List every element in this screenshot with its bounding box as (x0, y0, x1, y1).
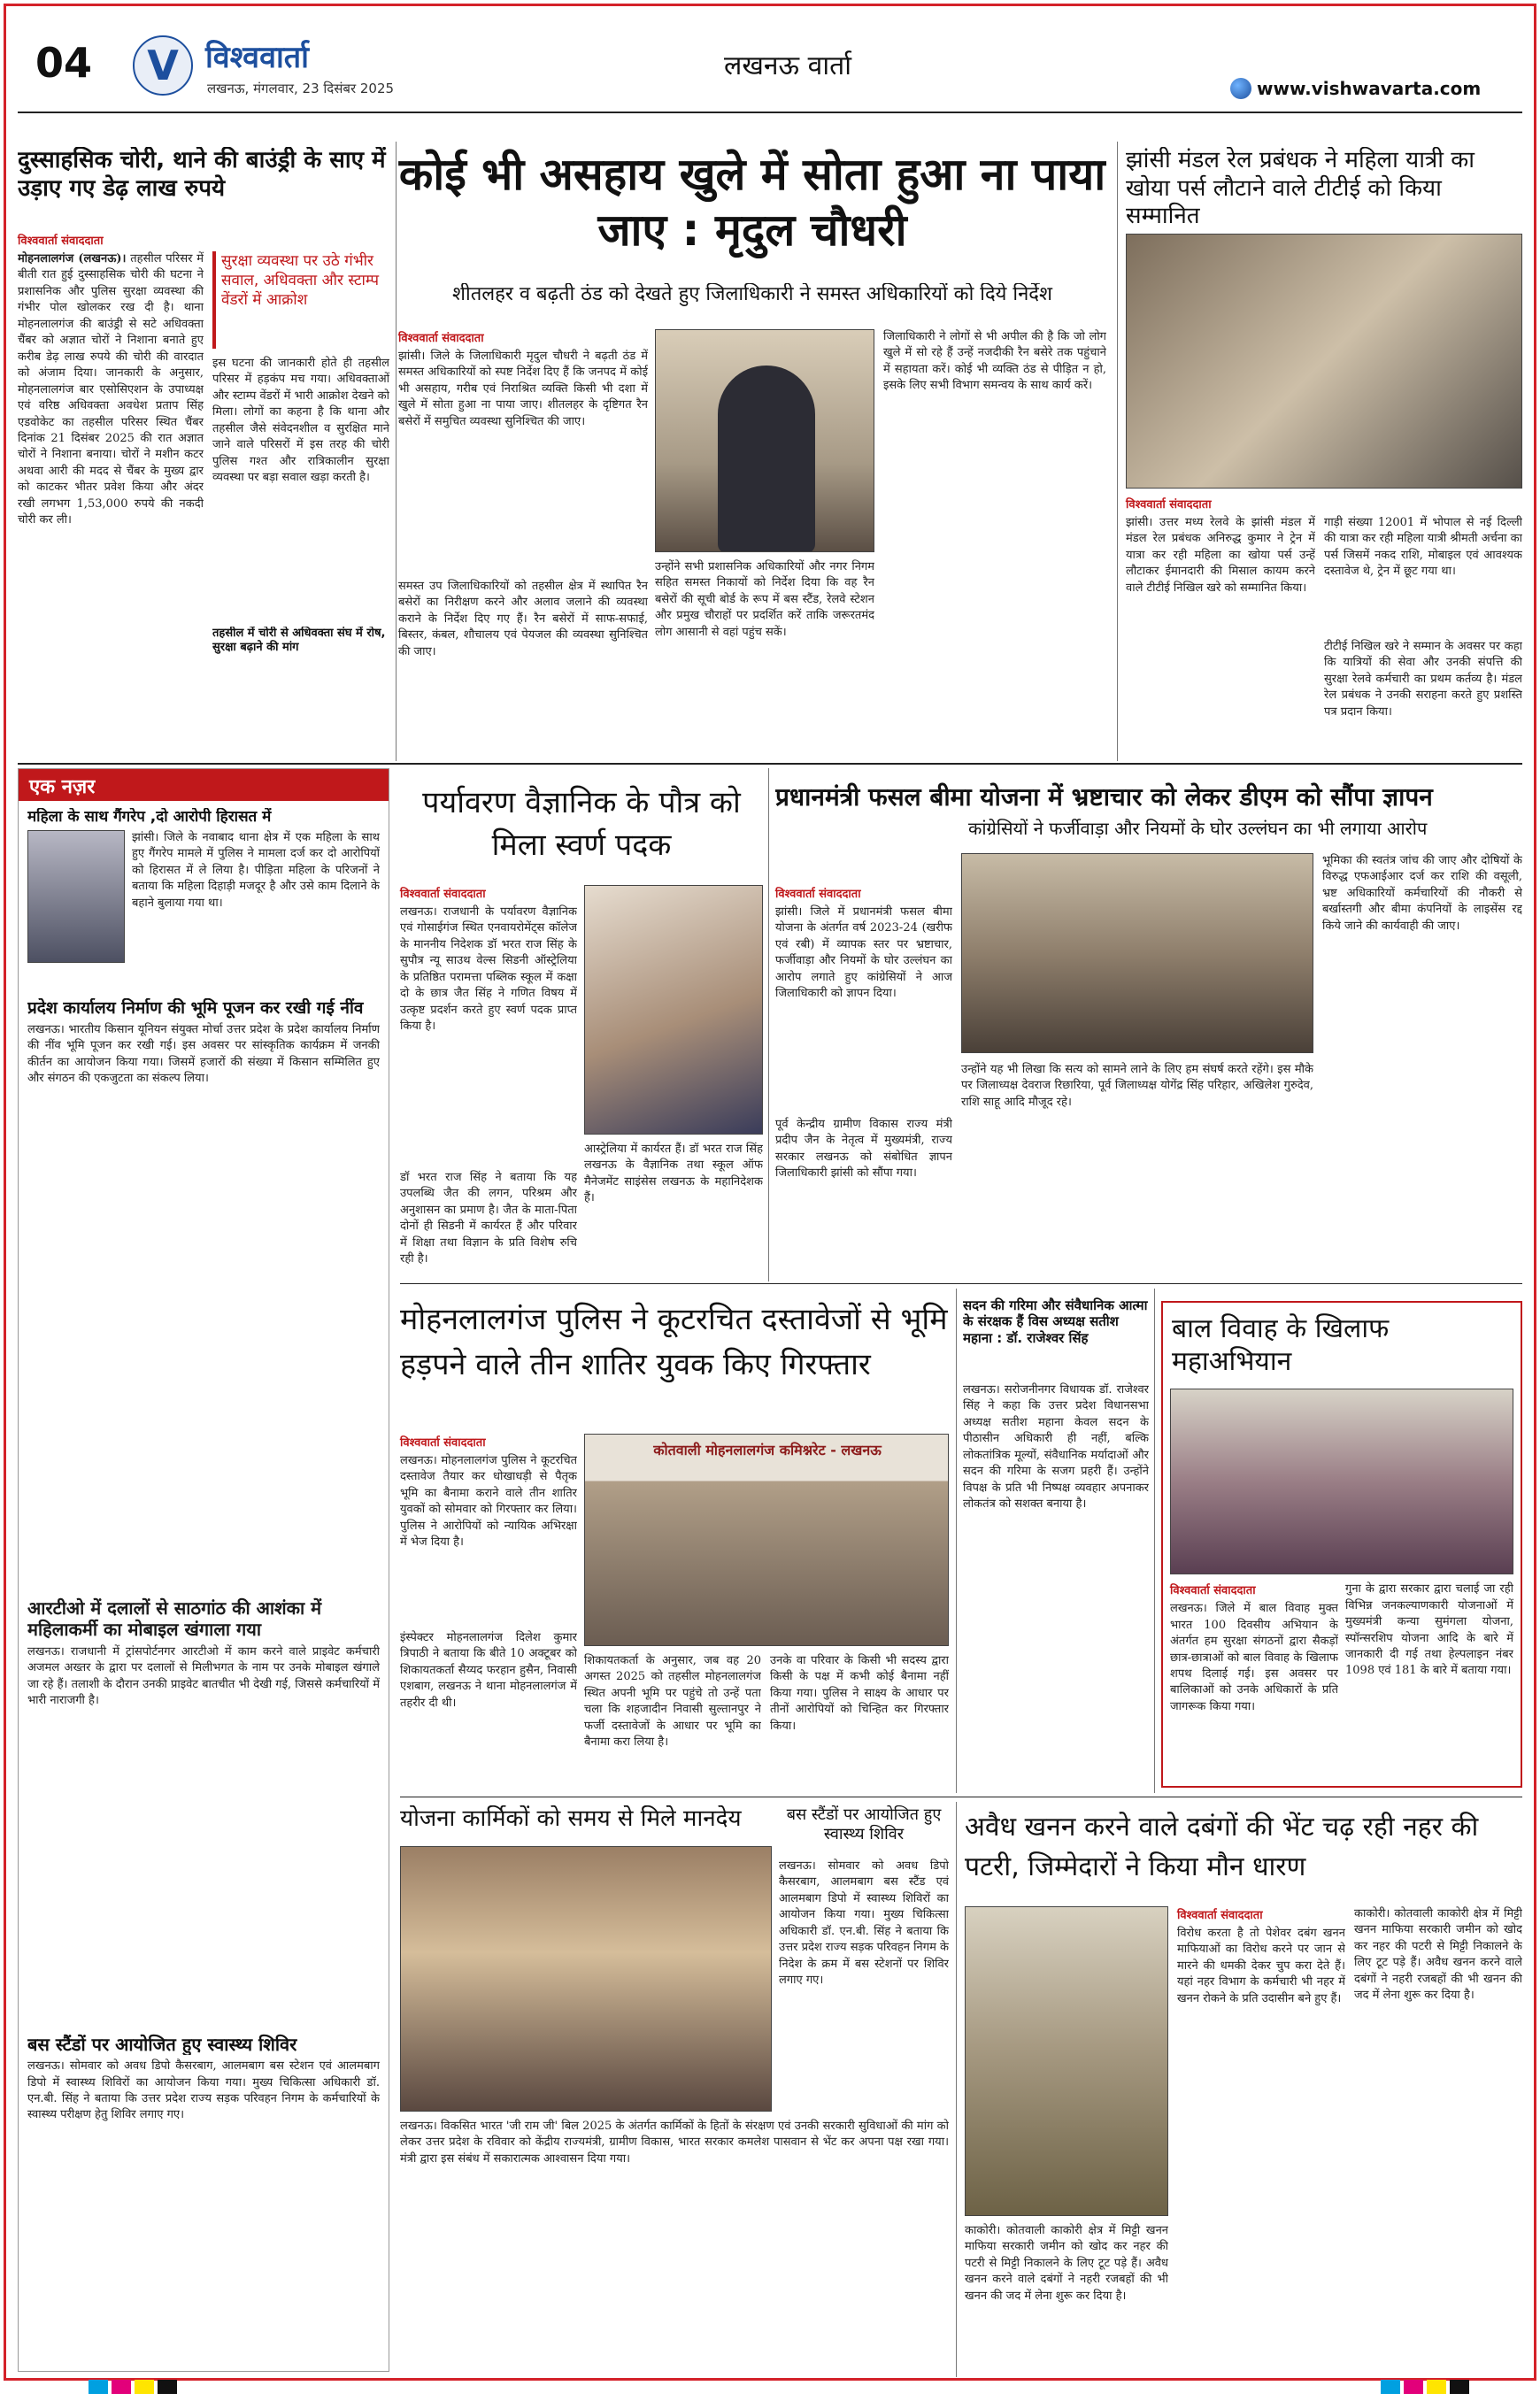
nazar-h4: बस स्टैंडों पर आयोजित हुए स्वास्थ्य शिविर (27, 2033, 297, 2055)
bus-headline: बस स्टैंडों पर आयोजित हुए स्वास्थ्य शिविर (786, 1805, 942, 1843)
section-title: लखनऊ वार्ता (724, 50, 851, 81)
row-rule-2 (400, 1283, 1522, 1284)
bal-vivah-box (1161, 1301, 1522, 1788)
khanan-body2: विरोध करता है तो पेशेवर दबंग खनन माफियाओं का विरोध करने पर जान से मारने की धमकी देकर चुप करा देते हैं। यहां नहर विभाग के कर्मचारी भी नहर में खनन रोकने के प्रति उदासीन बने हुए हैं। (1177, 1927, 1345, 2005)
nazar-h2: प्रदेश कार्यालय निर्माण की भूमि पूजन कर रखी गई नींव (27, 997, 364, 1018)
place-date: लखनऊ, मंगलवार, 23 दिसंबर 2025 (207, 81, 395, 96)
sadan-body: लखनऊ। सरोजनीनगर विधायक डॉ. राजेश्वर सिंह ने कहा कि उत्तर प्रदेश विधानसभा अध्यक्ष सतीश महाना केवल सदन के पीठासीन अधिकारी ही नहीं, बल्कि लोकतांत्रिक मूल्यों, संवैधानिक मर्यादाओं और सदन की गरिमा के सजग प्रहरी हैं। उन्होंने विपक्ष के प्रति भी निष्पक्ष व्यवहार अपनाकर लोकतंत्र को सशक्त बनाया है। (963, 1383, 1149, 1512)
fasal-photo (961, 853, 1313, 1053)
registration-black-2 (1450, 2380, 1469, 2394)
lead-headline: कोई भी असहाय खुले में सोता हुआ ना पाया जाए : मृदुल चौधरी (398, 149, 1106, 256)
col-rule-6 (956, 1802, 957, 2377)
bal-body1: लखनऊ। जिले में बाल विवाह मुक्त भारत 100 दिवसीय अभियान के अंतर्गत हम सुरक्षा संगठनों द्वारा सैकड़ों छात्र-छात्राओं को बाल विवाह के खिलाफ शपथ दिलाई गई। इस अवसर पर बालिकाओं को उनके अधिकारों के प्रति जागरूक किया गया। (1170, 1602, 1338, 1713)
env-story (400, 885, 577, 1274)
story-chori-body3: इस घटना की जानकारी होते ही तहसील परिसर में हड़कंप मच गया। अधिवक्ताओं और स्टाम्प वेंडरों में भारी आक्रोश देखने को मिला। लोगों का कहना है कि थाना और तहसील जैसे संवेदनशील व सुरक्षित माने जाने वाले परिसरों में इस तरह की चोरी पुलिस गश्त और रात्रिकालीन सुरक्षा व्यवस्था पर बड़ा सवाल खड़ा करती है। (212, 357, 389, 485)
fasal-subhead: कांग्रेसियों ने फर्जीवाड़ा और नियमों के घोर उल्लंघन का भी लगाया आरोप (968, 818, 1428, 839)
mohan-body4: उनके वा परिवार के किसी भी सदस्य द्वारा किसी के पक्ष में कभी कोई बैनामा नहीं किया गया। पुलिस ने साक्ष्य के आधार पर तीनों आरोपियों को चिन्हित कर गिरफ्तार किया। (770, 1654, 949, 1733)
mohan-bureau: विश्ववार्ता संवाददाता (400, 1436, 486, 1450)
dr-body2: गाड़ी संख्या 12001 में भोपाल से नई दिल्ली की यात्रा कर रही महिला यात्री श्रीमती अर्चना का पर्स जिसमें नकद राशि, मोबाइल एवं आवश्यक दस्तावेज थे, ट्रेन में छूट गया था। (1324, 516, 1522, 579)
mohan-col1 (400, 1434, 577, 1788)
lead-body1: झांसी। जिले के जिलाधिकारी मृदुल चौधरी ने बढ़ती ठंड में समस्त अधिकारियों को स्पष्ट निर्देश दिए हैं कि जनपद में कोई भी असहाय, गरीब एवं निराश्रित व्यक्ति किसी भी दशा में खुले में सोता हुआ ना पाया जाए। शीतलहर के दृष्टिगत रैन बसेरों में समुचित व्यवस्था सुनिश्चित की जाए। (398, 350, 648, 428)
page-number: 04 (35, 39, 93, 87)
ek-nazar-box (18, 768, 389, 2372)
website-url[interactable]: www.vishwavarta.com (1257, 78, 1482, 99)
registration-magenta-2 (1404, 2380, 1423, 2394)
khanan-bureau: विश्ववार्ता संवाददाता (1177, 1909, 1263, 1922)
bal-vivah-photo (1170, 1389, 1513, 1574)
story-chori-body1: तहसील परिसर में बीती रात हुई दुस्साहसिक चोरी की घटना ने प्रशासनिक और पुलिस सुरक्षा व्यवस्था की गंभीर पोल खोलकर रख दी है। थाना मोहनलालगंज की बाउंड्री से सटे अधिवक्ता चैंबर को अज्ञात चोरों ने निशाना बनाते हुए करीब डेढ़ लाख रुपये की चोरी की वारदात को अंजाम दिया। (18, 252, 204, 381)
nazar-b4: लखनऊ। सोमवार को अवध डिपो कैसरबाग, आलमबाग बस स्टेशन एवं आलमबाग डिपो में स्वास्थ्य शिविरों का आयोजन किया गया। मुख्य चिकित्सा अधिकारी डॉ. एन.बी. सिंह ने बताया कि उत्तर प्रदेश राज्य सड़क परिवहन निगम के कर्मचारियों के स्वास्थ्य परीक्षण हेतु शिविर लगाए गए। (27, 2059, 380, 2122)
bal-body2: गुना के द्वारा सरकार द्वारा चलाई जा रही विभिन्न जनकल्याणकारी योजनाओं में मुख्यमंत्री कन्या सुमंगला योजना, स्पॉन्सरशिप योजना आदि के बारे में जानकारी दी गई तथा हेल्पलाइन नंबर 1098 एवं 181 के बारे में बताया गया। (1345, 1582, 1513, 1678)
khanan-col2 (1177, 1906, 1345, 2372)
story-chori (18, 232, 389, 763)
person-figure (718, 366, 815, 552)
mohan-body2: इंस्पेक्टर मोहनलालगंज दिलेश कुमार त्रिपाठी ने बताया कि बीते 10 अक्टूबर को शिकायतकर्ता सैय्यद फरहान हुसैन, निवासी एशबाग, लखनऊ ने थाना मोहनलालगंज में तहरीर दी थी। (400, 1631, 577, 1710)
registration-black (158, 2380, 177, 2394)
khanan-headline: अवैध खनन करने वाले दबंगों की भेंट चढ़ रही नहर की पटरी, जिम्मेदारों ने किया मौन धारण (965, 1812, 1479, 1882)
lead-bureau: विश्ववार्ता संवाददाता (398, 332, 484, 345)
bal-vivah-headline: बाल विवाह के खिलाफ महाअभियान (1172, 1313, 1390, 1377)
env-bureau: विश्ववार्ता संवाददाता (400, 888, 486, 901)
registration-cyan-2 (1381, 2380, 1400, 2394)
lead-body2: समस्त उप जिलाधिकारियों को तहसील क्षेत्र में स्थापित रैन बसेरों का निरीक्षण करने और अलाव जलाने की व्यवस्था कराने के निर्देश दिए गए हैं। रैन बसेरों में साफ-सफाई, बिस्तर, कंबल, शौचालय एवं पेयजल की व्यवस्था सुनिश्चित की जाए। (398, 580, 648, 658)
yojana-photo (400, 1846, 772, 2112)
lead-body3: उन्होंने सभी प्रशासनिक अधिकारियों और नगर निगम सहित समस्त निकायों को निर्देश दिया कि वह रैन बसेरों की सूची बोर्ड के रूप में बस स्टैंड, रेलवे स्टेशन और प्रमुख चौराहों पर प्रदर्शित करें ताकि जरूरतमंद लोग आसानी से वहां पहुंच सकें। (655, 560, 874, 639)
env-headline: पर्यावरण वैज्ञानिक के पौत्र को मिला स्वर्ण पदक (422, 785, 741, 863)
fasal-body4: उन्होंने यह भी लिखा कि सत्य को सामने लाने के लिए हम संघर्ष करते रहेंगे। इस मौके पर जिलाध्यक्ष देवराज रिछारिया, पूर्व जिलाध्यक्ष योगेंद्र सिंह परिहार, अखिलेश गुरुदेव, राशि साहू आदि मौजूद रहे। (961, 1063, 1313, 1109)
fasal-bureau: विश्ववार्ता संवाददाता (775, 888, 861, 901)
sadan-headline: सदन की गरिमा और संवैधानिक आत्मा के संरक्षक हैं विस अध्यक्ष सतीश महाना : डॉ. राजेश्वर सिंह (963, 1297, 1148, 1346)
bus-body: लखनऊ। सोमवार को अवध डिपो कैसरबाग, आलमबाग बस स्टैंड एवं आलमबाग डिपो में स्वास्थ्य शिविरों का आयोजन किया गया। मुख्य चिकित्सा अधिकारी डॉ. एन.बी. सिंह ने बताया कि उत्तर प्रदेश राज्य सड़क परिवहन निगम के निदेश के क्रम में बस स्टेशनों पर शिविर लगाए गए। (779, 1859, 949, 1988)
lead-subhead: शीतलहर व बढ़ती ठंड को देखते हुए जिलाधिकारी ने समस्त अधिकारियों को दिये निर्देश (452, 283, 1052, 305)
fasal-body1: झांसी। जिले में प्रधानमंत्री फसल बीमा योजना के अंतर्गत वर्ष 2023-24 (खरीफ एवं रबी) में व्यापक स्तर पर भ्रष्टाचार, फर्जीवाड़ा और नियमों के घोर उल्लंघन का आरोप लगाते हुए कांग्रेसियों ने आज जिलाधिकारी को ज्ञापन दिया। (775, 905, 952, 1001)
globe-icon (1230, 78, 1251, 99)
dm-photo (655, 329, 874, 552)
lead-col1 (398, 329, 648, 763)
fasal-body3: भूमिका की स्वतंत्र जांच की जाए और दोषियों के विरुद्ध एफआईआर दर्ज कर राशि की वसूली, भ्रष्ट अधिकारियों कर्मचारियों की नौकरी से बर्खास्तगी और बीमा कंपनियों के लाइसेंस रद्द किये जाने की कार्यवाही की जाए। (1322, 854, 1522, 933)
col-rule-1 (396, 142, 397, 761)
mohan-body1: लखनऊ। मोहनलालगंज पुलिस ने कूटरचित दस्तावेज तैयार कर धोखाधड़ी से पैतृक भूमि का बैनामा कराने वाले तीन शातिर युवकों को सोमवार को गिरफ्तार कर लिया। पुलिस ने आरोपियों को न्यायिक अभिरक्षा में भेज दिया है। (400, 1454, 577, 1550)
khanan-body3: काकोरी। कोतवाली काकोरी क्षेत्र में मिट्टी खनन माफिया सरकारी जमीन को खोद कर नहर की पटरी से मिट्टी निकालने के लिए टूट पड़े हैं। अवैध खनन करने वाले दबंगों ने नहरी रजबहों की भी खनन की जद में लेना शुरू कर दिया है। (1354, 1907, 1522, 2003)
dr-photo (1126, 234, 1522, 489)
fasal-col1 (775, 885, 952, 1274)
story-chori-body2: जानकारी के अनुसार, मोहनलालगंज बार एसोसिएशन के उपाध्यक्ष एवं वरिष्ठ अधिवक्ता अवधेश प्रताप सिंह एडवोकेट का तहसील परिसर स्थित चैंबर दिनांक 21 दिसंबर 2025 की रात अज्ञात चोरों ने निशाना बनाया। चोरों ने मशीन कटर अथवा आरी की मदद से चैंबर के मुख्य द्वार को काटकर भीतर प्रवेश किया और अंदर रखी लगभग 1,53,000 रुपये की नकदी चोरी कर ली। (18, 366, 204, 527)
yojana-headline: योजना कार्मिकों को समय से मिले मानदेय (400, 1805, 742, 1832)
fasal-body2: पूर्व केन्द्रीय ग्रामीण विकास राज्य मंत्री प्रदीप जैन के नेतृत्व में मुख्यमंत्री, राज्य सरकार लखनऊ को संबोधित ज्ञापन जिलाधिकारी झांसी को सौंपा गया। (775, 1118, 952, 1181)
dr-body1: झांसी। उत्तर मध्य रेलवे के झांसी मंडल में मंडल रेल प्रबंधक अनिरुद्ध कुमार ने ट्रेन में यात्रा कर रही महिला का खोया पर्स उन्हें लौटाकर ईमानदारी की मिसाल कायम करने वाले टीटीई निखिल खरे को सम्मानित किया। (1126, 516, 1315, 595)
env-body3: आस्ट्रेलिया में कार्यरत हैं। डॉ भरत राज सिंह लखनऊ के वैज्ञानिक तथा स्कूल ऑफ मैनेजमेंट साइंसेस लखनऊ के महानिदेशक हैं। (584, 1143, 763, 1205)
lead-body4: जिलाधिकारी ने लोगों से भी अपील की है कि जो लोग खुले में सो रहे हैं उन्हें नजदीकी रैन बसेरे तक पहुंचाने में सहायता करें। कोई भी व्यक्ति ठंड से पीड़ित न हो, इसके लिए सभी विभाग समन्वय के साथ कार्य करें। (883, 330, 1106, 393)
dr-headline: झांसी मंडल रेल प्रबंधक ने महिला यात्री का खोया पर्स लौटाने वाले टीटीई को किया सम्मानित (1126, 147, 1475, 230)
row-rule-1 (18, 763, 1522, 765)
fasal-headline: प्रधानमंत्री फसल बीमा योजना में भ्रष्टाचार को लेकर डीएम को सौंपा ज्ञापन (775, 782, 1433, 812)
pullquote (212, 251, 389, 349)
story-chori-subhead: तहसील में चोरी से अधिवक्ता संघ में रोष, सुरक्षा बढ़ाने की मांग (212, 627, 386, 654)
nazar-b2: लखनऊ। भारतीय किसान यूनियन संयुक्त मोर्चा उत्तर प्रदेश के प्रदेश कार्यालय निर्माण की नींव भूमि पूजन कर रखी गई। इस अवसर पर सांस्कृतिक कार्यक्रम में जनकी कीर्तन का आयोजन किया गया। जिसमें हजारों की संख्या में किसान सम्मिलित हुए और संगठन की एकजुटता का संकल्प लिया। (27, 1022, 380, 1086)
col-rule-3 (768, 768, 769, 1281)
mohan-photo (584, 1434, 949, 1646)
ek-nazar-title-bar (19, 769, 389, 801)
env-body2: डॉ भरत राज सिंह ने बताया कि यह उपलब्धि जैत की लगन, परिश्रम और अनुशासन का प्रमाण है। जैत के माता-पिता दोनों ही सिडनी में कार्यरत हैं और परिवार में शिक्षा तथा विज्ञान के प्रति विशेष रुचि रही है। (400, 1171, 577, 1266)
bal-bureau: विश्ववार्ता संवाददाता (1170, 1584, 1256, 1598)
khanan-body1: काकोरी। कोतवाली काकोरी क्षेत्र में मिट्टी खनन माफिया सरकारी जमीन को खोद कर नहर की पटरी से मिट्टी निकालने के लिए टूट पड़े हैं। अवैध खनन करने वाले दबंगों ने नहरी रजबहों की भी खनन की जद में लेना शुरू कर दिया है। (965, 2224, 1168, 2303)
yojana-body: लखनऊ। विकसित भारत 'जी राम जी' बिल 2025 के अंतर्गत कार्मिकों के हितों के संरक्षण एवं उनकी सरकारी सुविधाओं की मांग को लेकर उत्तर प्रदेश के रविवार को केंद्रीय राज्यमंत्री, ग्रामीण विकास, भारत सरकार कमलेश पासवान से भेंट कर अपना पक्ष रखा गया। मंत्री द्वारा इस संबंध में सकारात्मक आश्वासन दिया गया। (400, 2120, 949, 2166)
mohan-headline: मोहनलालगंज पुलिस ने कूटरचित दस्तावेजों से भूमि हड़पने वाले तीन शातिर युवक किए गिरफ्तार (400, 1302, 948, 1382)
dateline: मोहनलालगंज (लखनऊ)। (18, 252, 127, 265)
ek-nazar-title: एक नज़र (29, 776, 96, 798)
station-sign: कोतवाली मोहनलालगंज कमिश्नरेट - लखनऊ (653, 1442, 882, 1458)
dr-bureau: विश्ववार्ता संवाददाता (1126, 498, 1212, 512)
env-body1: लखनऊ। राजधानी के पर्यावरण वैज्ञानिक एवं गोसाईगंज स्थित एनवायरोमेंट्स कॉलेज के माननीय निदेशक डॉ भरत राज सिंह के सुपौत्र न्यू साउथ वेल्स सिडनी ऑस्ट्रेलिया के प्रतिष्ठित परामत्ता पब्लिक स्कूल में कक्षा दो के छात्र जैत सिंह ने गणित विषय में उत्कृष्ट प्रदर्शन करते हुए स्वर्ण पदक प्राप्त किया है। (400, 905, 577, 1034)
nazar-h1: महिला के साथ गैंगरेप ,दो आरोपी हिरासत में (27, 808, 272, 826)
nazar-b3: लखनऊ। राजधानी में ट्रांसपोर्टनगर आरटीओ में काम करने वाले प्राइवेट कर्मचारी अजमल अख्तर के द्वारा पर दलालों से मिलीभगत के नाम पर उनके मोबाइल खंगाले जा रहे हैं। तलाशी के दौरान उनकी प्राइवेट बातचीत भी देखी गई, जिससे कर्मचारियों में भारी नाराजगी है। (27, 1644, 380, 1708)
col-rule-5 (1154, 1289, 1155, 1793)
env-photo (584, 885, 763, 1135)
registration-cyan (89, 2380, 108, 2394)
registration-yellow-2 (1427, 2380, 1446, 2394)
registration-magenta (112, 2380, 131, 2394)
story-chori-headline: दुस्साहसिक चोरी, थाने की बाउंड्री के साए में उड़ाए गए डेढ़ लाख रुपये (18, 147, 386, 202)
logo-letter: V (147, 42, 179, 89)
pullquote-text: सुरक्षा व्यवस्था पर उठे गंभीर सवाल, अधिवक्ता और स्टाम्प वेंडरों में आक्रोश (221, 252, 379, 310)
logo (133, 35, 193, 96)
dr-story (1126, 496, 1522, 761)
nazar-photo (27, 830, 125, 963)
khanan-photo (965, 1906, 1168, 2216)
masthead-rule (18, 112, 1522, 113)
dr-body3: टीटीई निखिल खरे ने सम्मान के अवसर पर कहा कि यात्रियों की सेवा और उनकी संपत्ति की सुरक्षा रेलवे कर्मचारी का प्रथम कर्तव्य है। मंडल रेल प्रबंधक ने उनकी सराहना करते हुए प्रशस्ति पत्र प्रदान किया। (1324, 640, 1522, 719)
col-rule-4 (956, 1289, 957, 1793)
registration-yellow (135, 2380, 154, 2394)
brand-name: विश्ववार्ता (205, 40, 309, 75)
col-rule-2 (1117, 142, 1118, 761)
nazar-h3: आरटीओ में दलालों से साठगांठ की आशंका में महिलाकर्मी का मोबाइल खंगाला गया (27, 1597, 322, 1641)
nazar-b1: झांसी। जिले के नवाबाद थाना क्षेत्र में एक महिला के साथ हुए गैंगरेप मामले में पुलिस ने मामला दर्ज कर दो आरोपियों को हिरासत में ले लिया है। पीड़िता महिला के परिजनों ने बताया कि महिला दिहाड़ी मजदूर है और उसे काम दिलाने के बहाने बुलाया गया था। (132, 830, 380, 910)
mohan-body3: शिकायतकर्ता के अनुसार, जब वह 20 अगस्त 2025 को तहसील मोहनलालगंज स्थित अपनी भूमि पर पहुंचे तो उन्हें पता चला कि शहजादीन निवासी सुल्तानपुर ने फर्जी दस्तावेजों के आधार पर भूमि का बैनामा करा लिया है। (584, 1654, 761, 1750)
bureau-line: विश्ववार्ता संवाददाता (18, 235, 104, 248)
